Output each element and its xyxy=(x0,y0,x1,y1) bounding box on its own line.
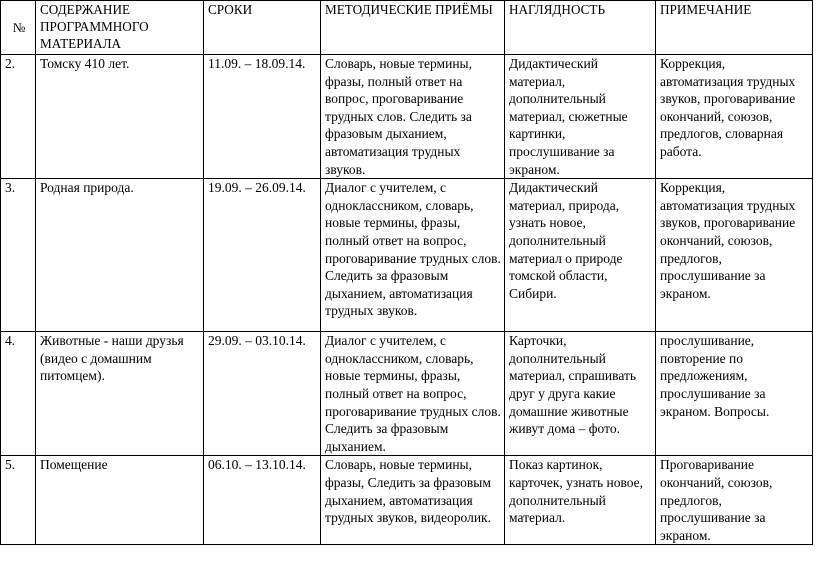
row-visuals: Дидактический материал, дополнительный материал, сюжетные картинки, прослушивание за экраном. xyxy=(505,55,656,179)
row-methods: Диалог с учителем, с одноклассником, словарь, новые термины, фразы, полный ответ на вопрос, проговаривание трудных слов. Следить за фразовым дыханием. xyxy=(321,332,505,456)
row-content: Помещение xyxy=(36,456,204,545)
row-num: 5. xyxy=(1,456,36,545)
row-content: Томску 410 лет. xyxy=(36,55,204,179)
row-content: Животные - наши друзья (видео с домашним питомцем). xyxy=(36,332,204,456)
row-num: 2. xyxy=(1,55,36,179)
row-dates: 06.10. – 13.10.14. xyxy=(204,456,321,545)
table-header xyxy=(1,1,813,55)
row-notes: Коррекция, автоматизация трудных звуков, проговаривание окончаний, союзов, предлогов, прослушивание за экраном. xyxy=(656,179,813,332)
table-row xyxy=(1,332,813,456)
row-content: Родная природа. xyxy=(36,179,204,332)
row-dates: 29.09. – 03.10.14. xyxy=(204,332,321,456)
table-row xyxy=(1,179,813,332)
header-row xyxy=(1,1,813,55)
table-row xyxy=(1,456,813,545)
row-methods: Диалог с учителем, с одноклассником, словарь, новые термины, фразы, полный ответ на вопрос, проговаривание трудных слов. Следить за фразовым дыханием, автоматизация трудных звуков. xyxy=(321,179,505,332)
row-visuals: Показ картинок, карточек, узнать новое, дополнительный материал. xyxy=(505,456,656,545)
header-visuals: НАГЛЯДНОСТЬ xyxy=(505,1,656,55)
row-dates: 19.09. – 26.09.14. xyxy=(204,179,321,332)
row-notes: Проговаривание окончаний, союзов, предлогов, прослушивание за экраном. xyxy=(656,456,813,545)
row-notes: прослушивание, повторение по предложениям, прослушивание за экраном. Вопросы. xyxy=(656,332,813,456)
row-num: 4. xyxy=(1,332,36,456)
row-visuals: Карточки, дополнительный материал, спрашивать друг у друга какие домашние животные живут дома – фото. xyxy=(505,332,656,456)
row-dates: 11.09. – 18.09.14. xyxy=(204,55,321,179)
table-body xyxy=(1,55,813,545)
row-num: 3. xyxy=(1,179,36,332)
row-methods: Словарь, новые термины, фразы, полный ответ на вопрос, проговаривание трудных слов. Следить за фразовым дыханием, автоматизация трудных звуков. xyxy=(321,55,505,179)
row-methods: Словарь, новые термины, фразы, Следить за фразовым дыханием, автоматизация трудных звуков, видеоролик. xyxy=(321,456,505,545)
header-content: СОДЕРЖАНИЕ ПРОГРАММНОГО МАТЕРИАЛА xyxy=(36,1,204,55)
header-methods: МЕТОДИЧЕСКИЕ ПРИЁМЫ xyxy=(321,1,505,55)
header-notes: ПРИМЕЧАНИЕ xyxy=(656,1,813,55)
row-visuals: Дидактический материал, природа, узнать новое, дополнительный материал о природе томской области, Сибири. xyxy=(505,179,656,332)
table-row xyxy=(1,55,813,179)
row-notes: Коррекция, автоматизация трудных звуков, проговаривание окончаний, союзов, предлогов, словарная работа. xyxy=(656,55,813,179)
header-dates: СРОКИ xyxy=(204,1,321,55)
header-num: № xyxy=(1,1,36,55)
